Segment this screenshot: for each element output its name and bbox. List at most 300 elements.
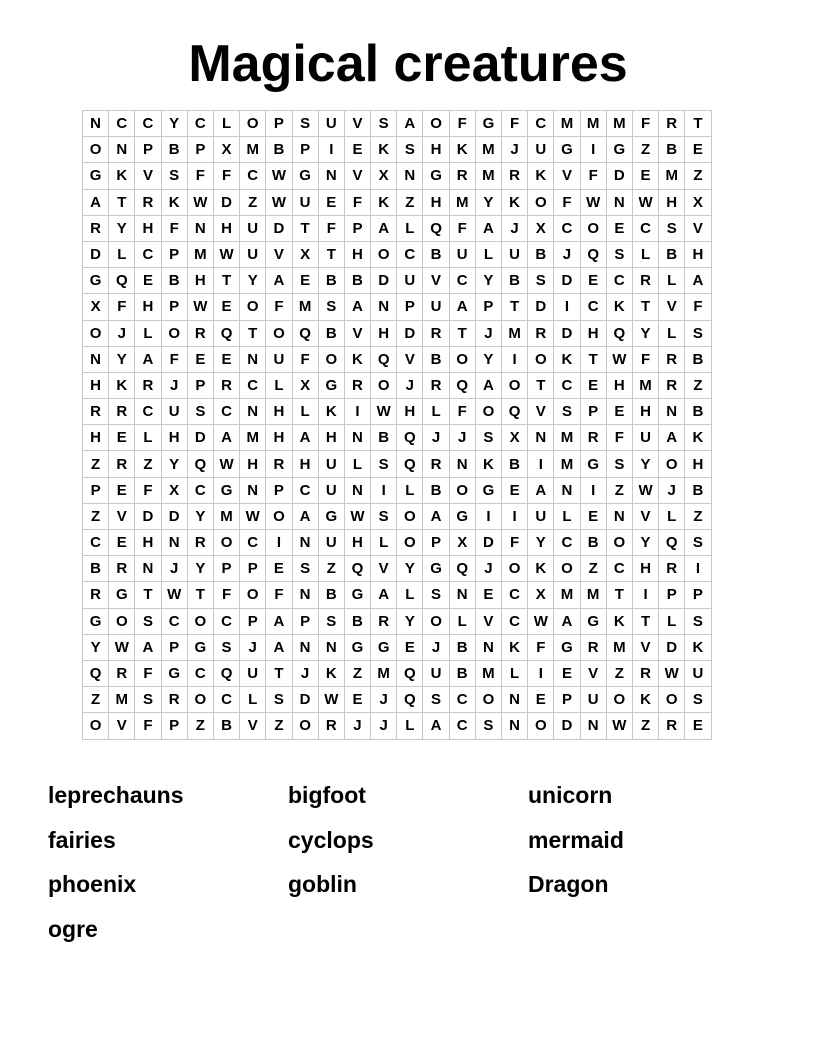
grid-cell[interactable]: S <box>371 451 397 477</box>
grid-cell[interactable]: F <box>135 660 161 686</box>
grid-cell[interactable]: R <box>83 399 109 425</box>
grid-cell[interactable]: J <box>344 713 370 739</box>
grid-cell[interactable]: B <box>685 346 711 372</box>
grid-cell[interactable]: O <box>161 320 187 346</box>
grid-cell[interactable]: F <box>449 215 475 241</box>
grid-cell[interactable]: Q <box>344 556 370 582</box>
grid-cell[interactable]: U <box>318 111 344 137</box>
grid-cell[interactable]: E <box>632 163 658 189</box>
grid-cell[interactable]: O <box>659 687 685 713</box>
grid-cell[interactable]: W <box>528 608 554 634</box>
grid-cell[interactable]: U <box>318 530 344 556</box>
grid-cell[interactable]: H <box>423 189 449 215</box>
grid-cell[interactable]: F <box>449 111 475 137</box>
grid-cell[interactable]: Y <box>475 189 501 215</box>
grid-cell[interactable]: U <box>423 294 449 320</box>
grid-cell[interactable]: R <box>187 530 213 556</box>
grid-cell[interactable]: V <box>344 320 370 346</box>
grid-cell[interactable]: H <box>371 320 397 346</box>
grid-cell[interactable]: J <box>109 320 135 346</box>
grid-cell[interactable]: G <box>475 111 501 137</box>
grid-cell[interactable]: Y <box>161 111 187 137</box>
grid-cell[interactable]: A <box>135 346 161 372</box>
grid-cell[interactable]: J <box>502 215 528 241</box>
grid-cell[interactable]: Z <box>318 556 344 582</box>
grid-cell[interactable]: Z <box>632 137 658 163</box>
grid-cell[interactable]: E <box>135 268 161 294</box>
grid-cell[interactable]: V <box>240 713 266 739</box>
grid-cell[interactable]: Q <box>397 451 423 477</box>
grid-cell[interactable]: R <box>135 189 161 215</box>
grid-cell[interactable]: Q <box>606 320 632 346</box>
grid-cell[interactable]: K <box>344 346 370 372</box>
grid-cell[interactable]: N <box>606 189 632 215</box>
grid-cell[interactable]: I <box>528 660 554 686</box>
grid-cell[interactable]: X <box>292 372 318 398</box>
grid-cell[interactable]: U <box>632 425 658 451</box>
grid-cell[interactable]: Y <box>475 268 501 294</box>
grid-cell[interactable]: H <box>135 294 161 320</box>
grid-cell[interactable]: O <box>240 294 266 320</box>
grid-cell[interactable]: A <box>528 477 554 503</box>
grid-cell[interactable]: V <box>344 163 370 189</box>
grid-cell[interactable]: G <box>83 163 109 189</box>
grid-cell[interactable]: N <box>606 503 632 529</box>
grid-cell[interactable]: G <box>554 137 580 163</box>
grid-cell[interactable]: O <box>83 320 109 346</box>
grid-cell[interactable]: V <box>109 713 135 739</box>
grid-cell[interactable]: C <box>187 111 213 137</box>
grid-cell[interactable]: R <box>371 608 397 634</box>
grid-cell[interactable]: P <box>161 713 187 739</box>
grid-cell[interactable]: B <box>659 137 685 163</box>
grid-cell[interactable]: X <box>83 294 109 320</box>
grid-cell[interactable]: M <box>554 582 580 608</box>
grid-cell[interactable]: V <box>632 634 658 660</box>
grid-cell[interactable]: A <box>371 582 397 608</box>
grid-cell[interactable]: E <box>344 687 370 713</box>
grid-cell[interactable]: N <box>135 556 161 582</box>
grid-cell[interactable]: G <box>344 634 370 660</box>
grid-cell[interactable]: C <box>502 582 528 608</box>
grid-cell[interactable]: H <box>685 241 711 267</box>
grid-cell[interactable]: H <box>318 425 344 451</box>
grid-cell[interactable]: F <box>292 346 318 372</box>
grid-cell[interactable]: W <box>187 189 213 215</box>
grid-cell[interactable]: E <box>528 687 554 713</box>
grid-cell[interactable]: K <box>502 634 528 660</box>
grid-cell[interactable]: R <box>135 372 161 398</box>
grid-cell[interactable]: O <box>502 556 528 582</box>
grid-cell[interactable]: M <box>240 425 266 451</box>
grid-cell[interactable]: R <box>109 660 135 686</box>
grid-cell[interactable]: P <box>685 582 711 608</box>
grid-cell[interactable]: F <box>344 189 370 215</box>
grid-cell[interactable]: A <box>449 294 475 320</box>
grid-cell[interactable]: W <box>344 503 370 529</box>
grid-cell[interactable]: B <box>161 137 187 163</box>
grid-cell[interactable]: F <box>449 399 475 425</box>
grid-cell[interactable]: L <box>475 241 501 267</box>
grid-cell[interactable]: Q <box>292 320 318 346</box>
grid-cell[interactable]: J <box>449 425 475 451</box>
grid-cell[interactable]: K <box>475 451 501 477</box>
grid-cell[interactable]: B <box>685 399 711 425</box>
grid-cell[interactable]: K <box>632 687 658 713</box>
grid-cell[interactable]: G <box>109 582 135 608</box>
grid-cell[interactable]: M <box>240 137 266 163</box>
grid-cell[interactable]: O <box>187 687 213 713</box>
grid-cell[interactable]: A <box>292 425 318 451</box>
grid-cell[interactable]: Z <box>83 451 109 477</box>
grid-cell[interactable]: R <box>659 346 685 372</box>
grid-cell[interactable]: B <box>502 268 528 294</box>
grid-cell[interactable]: G <box>83 608 109 634</box>
grid-cell[interactable]: H <box>83 425 109 451</box>
grid-cell[interactable]: S <box>685 530 711 556</box>
grid-cell[interactable]: B <box>528 241 554 267</box>
grid-cell[interactable]: U <box>240 215 266 241</box>
grid-cell[interactable]: D <box>83 241 109 267</box>
grid-cell[interactable]: V <box>685 215 711 241</box>
grid-cell[interactable]: F <box>187 163 213 189</box>
grid-cell[interactable]: I <box>318 137 344 163</box>
grid-cell[interactable]: Z <box>632 713 658 739</box>
grid-cell[interactable]: V <box>580 660 606 686</box>
grid-cell[interactable]: W <box>606 346 632 372</box>
grid-cell[interactable]: D <box>371 268 397 294</box>
grid-cell[interactable]: S <box>266 687 292 713</box>
grid-cell[interactable]: B <box>423 346 449 372</box>
grid-cell[interactable]: P <box>292 608 318 634</box>
grid-cell[interactable]: B <box>371 425 397 451</box>
grid-cell[interactable]: Q <box>109 268 135 294</box>
grid-cell[interactable]: R <box>449 163 475 189</box>
grid-cell[interactable]: E <box>685 713 711 739</box>
grid-cell[interactable]: U <box>240 660 266 686</box>
grid-cell[interactable]: O <box>240 582 266 608</box>
grid-cell[interactable]: P <box>266 111 292 137</box>
grid-cell[interactable]: I <box>685 556 711 582</box>
grid-cell[interactable]: N <box>371 294 397 320</box>
grid-cell[interactable]: R <box>632 660 658 686</box>
grid-cell[interactable]: J <box>423 425 449 451</box>
grid-cell[interactable]: E <box>109 530 135 556</box>
grid-cell[interactable]: L <box>632 241 658 267</box>
grid-cell[interactable]: L <box>659 503 685 529</box>
grid-cell[interactable]: A <box>554 608 580 634</box>
grid-cell[interactable]: M <box>632 372 658 398</box>
grid-cell[interactable]: P <box>475 294 501 320</box>
grid-cell[interactable]: P <box>266 477 292 503</box>
grid-cell[interactable]: M <box>606 111 632 137</box>
grid-cell[interactable]: O <box>187 608 213 634</box>
grid-cell[interactable]: L <box>397 582 423 608</box>
grid-cell[interactable]: Q <box>502 399 528 425</box>
grid-cell[interactable]: T <box>632 294 658 320</box>
grid-cell[interactable]: Z <box>685 372 711 398</box>
grid-cell[interactable]: L <box>292 399 318 425</box>
grid-cell[interactable]: F <box>318 215 344 241</box>
grid-cell[interactable]: T <box>632 608 658 634</box>
grid-cell[interactable]: T <box>528 372 554 398</box>
grid-cell[interactable]: N <box>580 713 606 739</box>
grid-cell[interactable]: F <box>580 163 606 189</box>
grid-cell[interactable]: E <box>554 660 580 686</box>
grid-cell[interactable]: V <box>528 399 554 425</box>
grid-cell[interactable]: B <box>344 268 370 294</box>
grid-cell[interactable]: M <box>554 111 580 137</box>
grid-cell[interactable]: R <box>109 451 135 477</box>
grid-cell[interactable]: J <box>475 320 501 346</box>
grid-cell[interactable]: O <box>109 608 135 634</box>
grid-cell[interactable]: G <box>423 556 449 582</box>
grid-cell[interactable]: S <box>423 582 449 608</box>
grid-cell[interactable]: X <box>685 189 711 215</box>
grid-cell[interactable]: M <box>475 163 501 189</box>
grid-cell[interactable]: O <box>580 215 606 241</box>
grid-cell[interactable]: R <box>187 320 213 346</box>
grid-cell[interactable]: C <box>213 608 239 634</box>
grid-cell[interactable]: F <box>632 346 658 372</box>
grid-cell[interactable]: E <box>502 477 528 503</box>
grid-cell[interactable]: S <box>371 111 397 137</box>
grid-cell[interactable]: K <box>318 399 344 425</box>
grid-cell[interactable]: E <box>580 372 606 398</box>
grid-cell[interactable]: N <box>397 163 423 189</box>
grid-cell[interactable]: K <box>606 294 632 320</box>
grid-cell[interactable]: F <box>213 582 239 608</box>
grid-cell[interactable]: D <box>554 320 580 346</box>
grid-cell[interactable]: X <box>292 241 318 267</box>
grid-cell[interactable]: U <box>292 189 318 215</box>
grid-cell[interactable]: O <box>397 530 423 556</box>
grid-cell[interactable]: V <box>135 163 161 189</box>
grid-cell[interactable]: N <box>83 346 109 372</box>
grid-cell[interactable]: O <box>423 111 449 137</box>
grid-cell[interactable]: N <box>318 163 344 189</box>
grid-cell[interactable]: U <box>528 503 554 529</box>
grid-cell[interactable]: J <box>161 372 187 398</box>
grid-cell[interactable]: F <box>606 425 632 451</box>
grid-cell[interactable]: S <box>397 137 423 163</box>
grid-cell[interactable]: I <box>502 503 528 529</box>
grid-cell[interactable]: X <box>449 530 475 556</box>
grid-cell[interactable]: Y <box>187 503 213 529</box>
grid-cell[interactable]: L <box>213 111 239 137</box>
grid-cell[interactable]: L <box>397 215 423 241</box>
grid-cell[interactable]: N <box>161 530 187 556</box>
grid-cell[interactable]: P <box>292 137 318 163</box>
grid-cell[interactable]: G <box>554 634 580 660</box>
grid-cell[interactable]: S <box>318 608 344 634</box>
grid-cell[interactable]: X <box>161 477 187 503</box>
grid-cell[interactable]: B <box>83 556 109 582</box>
grid-cell[interactable]: N <box>502 687 528 713</box>
grid-cell[interactable]: R <box>266 451 292 477</box>
grid-cell[interactable]: O <box>371 372 397 398</box>
grid-cell[interactable]: E <box>213 294 239 320</box>
grid-cell[interactable]: U <box>240 241 266 267</box>
grid-cell[interactable]: H <box>213 215 239 241</box>
grid-cell[interactable]: Q <box>83 660 109 686</box>
grid-cell[interactable]: U <box>423 660 449 686</box>
grid-cell[interactable]: A <box>266 608 292 634</box>
grid-cell[interactable]: H <box>659 189 685 215</box>
grid-cell[interactable]: E <box>292 268 318 294</box>
grid-cell[interactable]: S <box>606 451 632 477</box>
grid-cell[interactable]: K <box>685 634 711 660</box>
grid-cell[interactable]: O <box>528 346 554 372</box>
grid-cell[interactable]: G <box>344 582 370 608</box>
grid-cell[interactable]: E <box>606 215 632 241</box>
grid-cell[interactable]: M <box>187 241 213 267</box>
grid-cell[interactable]: T <box>685 111 711 137</box>
grid-cell[interactable]: Q <box>449 556 475 582</box>
grid-cell[interactable]: S <box>292 111 318 137</box>
grid-cell[interactable]: Z <box>580 556 606 582</box>
grid-cell[interactable]: V <box>371 556 397 582</box>
grid-cell[interactable]: M <box>449 189 475 215</box>
grid-cell[interactable]: W <box>632 477 658 503</box>
grid-cell[interactable]: O <box>606 687 632 713</box>
grid-cell[interactable]: P <box>187 137 213 163</box>
grid-cell[interactable]: W <box>266 163 292 189</box>
grid-cell[interactable]: P <box>580 399 606 425</box>
grid-cell[interactable]: R <box>161 687 187 713</box>
grid-cell[interactable]: Y <box>397 608 423 634</box>
grid-cell[interactable]: P <box>240 556 266 582</box>
grid-cell[interactable]: C <box>449 687 475 713</box>
grid-cell[interactable]: D <box>161 503 187 529</box>
grid-cell[interactable]: F <box>632 111 658 137</box>
grid-cell[interactable]: E <box>606 399 632 425</box>
grid-cell[interactable]: J <box>240 634 266 660</box>
grid-cell[interactable]: A <box>475 215 501 241</box>
grid-cell[interactable]: T <box>580 346 606 372</box>
grid-cell[interactable]: H <box>292 451 318 477</box>
grid-cell[interactable]: Y <box>240 268 266 294</box>
grid-cell[interactable]: P <box>659 582 685 608</box>
grid-cell[interactable]: C <box>240 530 266 556</box>
grid-cell[interactable]: W <box>318 687 344 713</box>
grid-cell[interactable]: V <box>266 241 292 267</box>
grid-cell[interactable]: Y <box>83 634 109 660</box>
grid-cell[interactable]: L <box>554 503 580 529</box>
grid-cell[interactable]: Z <box>606 477 632 503</box>
grid-cell[interactable]: T <box>109 189 135 215</box>
grid-cell[interactable]: N <box>475 634 501 660</box>
grid-cell[interactable]: A <box>397 111 423 137</box>
grid-cell[interactable]: B <box>659 241 685 267</box>
grid-cell[interactable]: N <box>292 582 318 608</box>
grid-cell[interactable]: P <box>135 137 161 163</box>
grid-cell[interactable]: A <box>423 713 449 739</box>
grid-cell[interactable]: K <box>528 556 554 582</box>
grid-cell[interactable]: N <box>83 111 109 137</box>
grid-cell[interactable]: L <box>423 399 449 425</box>
grid-cell[interactable]: T <box>240 320 266 346</box>
grid-cell[interactable]: M <box>580 111 606 137</box>
grid-cell[interactable]: G <box>187 634 213 660</box>
grid-cell[interactable]: A <box>213 425 239 451</box>
grid-cell[interactable]: Q <box>397 687 423 713</box>
grid-cell[interactable]: M <box>554 451 580 477</box>
grid-cell[interactable]: Y <box>632 530 658 556</box>
grid-cell[interactable]: Z <box>187 713 213 739</box>
grid-cell[interactable]: G <box>580 608 606 634</box>
grid-cell[interactable]: X <box>528 215 554 241</box>
grid-cell[interactable]: Z <box>266 713 292 739</box>
grid-cell[interactable]: N <box>240 346 266 372</box>
grid-cell[interactable]: C <box>161 608 187 634</box>
grid-cell[interactable]: Z <box>397 189 423 215</box>
grid-cell[interactable]: C <box>135 241 161 267</box>
grid-cell[interactable]: M <box>371 660 397 686</box>
grid-cell[interactable]: N <box>449 451 475 477</box>
grid-cell[interactable]: Y <box>528 530 554 556</box>
grid-cell[interactable]: C <box>502 608 528 634</box>
grid-cell[interactable]: O <box>659 451 685 477</box>
grid-cell[interactable]: Q <box>580 241 606 267</box>
grid-cell[interactable]: H <box>580 320 606 346</box>
grid-cell[interactable]: H <box>161 425 187 451</box>
grid-cell[interactable]: O <box>449 346 475 372</box>
grid-cell[interactable]: S <box>213 634 239 660</box>
grid-cell[interactable]: E <box>318 189 344 215</box>
grid-cell[interactable]: A <box>371 215 397 241</box>
grid-cell[interactable]: S <box>554 399 580 425</box>
grid-cell[interactable]: R <box>423 451 449 477</box>
grid-cell[interactable]: A <box>266 634 292 660</box>
grid-cell[interactable]: B <box>449 634 475 660</box>
grid-cell[interactable]: N <box>109 137 135 163</box>
grid-cell[interactable]: U <box>502 241 528 267</box>
grid-cell[interactable]: C <box>109 111 135 137</box>
grid-cell[interactable]: I <box>371 477 397 503</box>
grid-cell[interactable]: R <box>502 163 528 189</box>
grid-cell[interactable]: F <box>109 294 135 320</box>
grid-cell[interactable]: L <box>240 687 266 713</box>
grid-cell[interactable]: W <box>266 189 292 215</box>
grid-cell[interactable]: V <box>423 268 449 294</box>
grid-cell[interactable]: F <box>135 713 161 739</box>
grid-cell[interactable]: Z <box>606 660 632 686</box>
grid-cell[interactable]: L <box>266 372 292 398</box>
grid-cell[interactable]: U <box>318 477 344 503</box>
grid-cell[interactable]: L <box>397 477 423 503</box>
grid-cell[interactable]: K <box>685 425 711 451</box>
grid-cell[interactable]: A <box>685 268 711 294</box>
grid-cell[interactable]: W <box>213 451 239 477</box>
grid-cell[interactable]: Z <box>240 189 266 215</box>
grid-cell[interactable]: S <box>135 608 161 634</box>
grid-cell[interactable]: C <box>187 660 213 686</box>
grid-cell[interactable]: W <box>161 582 187 608</box>
grid-cell[interactable]: O <box>240 111 266 137</box>
grid-cell[interactable]: P <box>213 556 239 582</box>
grid-cell[interactable]: Y <box>109 346 135 372</box>
grid-cell[interactable]: C <box>580 294 606 320</box>
grid-cell[interactable]: T <box>213 268 239 294</box>
grid-cell[interactable]: G <box>423 163 449 189</box>
grid-cell[interactable]: H <box>344 530 370 556</box>
grid-cell[interactable]: Y <box>632 320 658 346</box>
grid-cell[interactable]: D <box>187 425 213 451</box>
grid-cell[interactable]: A <box>659 425 685 451</box>
grid-cell[interactable]: A <box>135 634 161 660</box>
grid-cell[interactable]: K <box>109 163 135 189</box>
